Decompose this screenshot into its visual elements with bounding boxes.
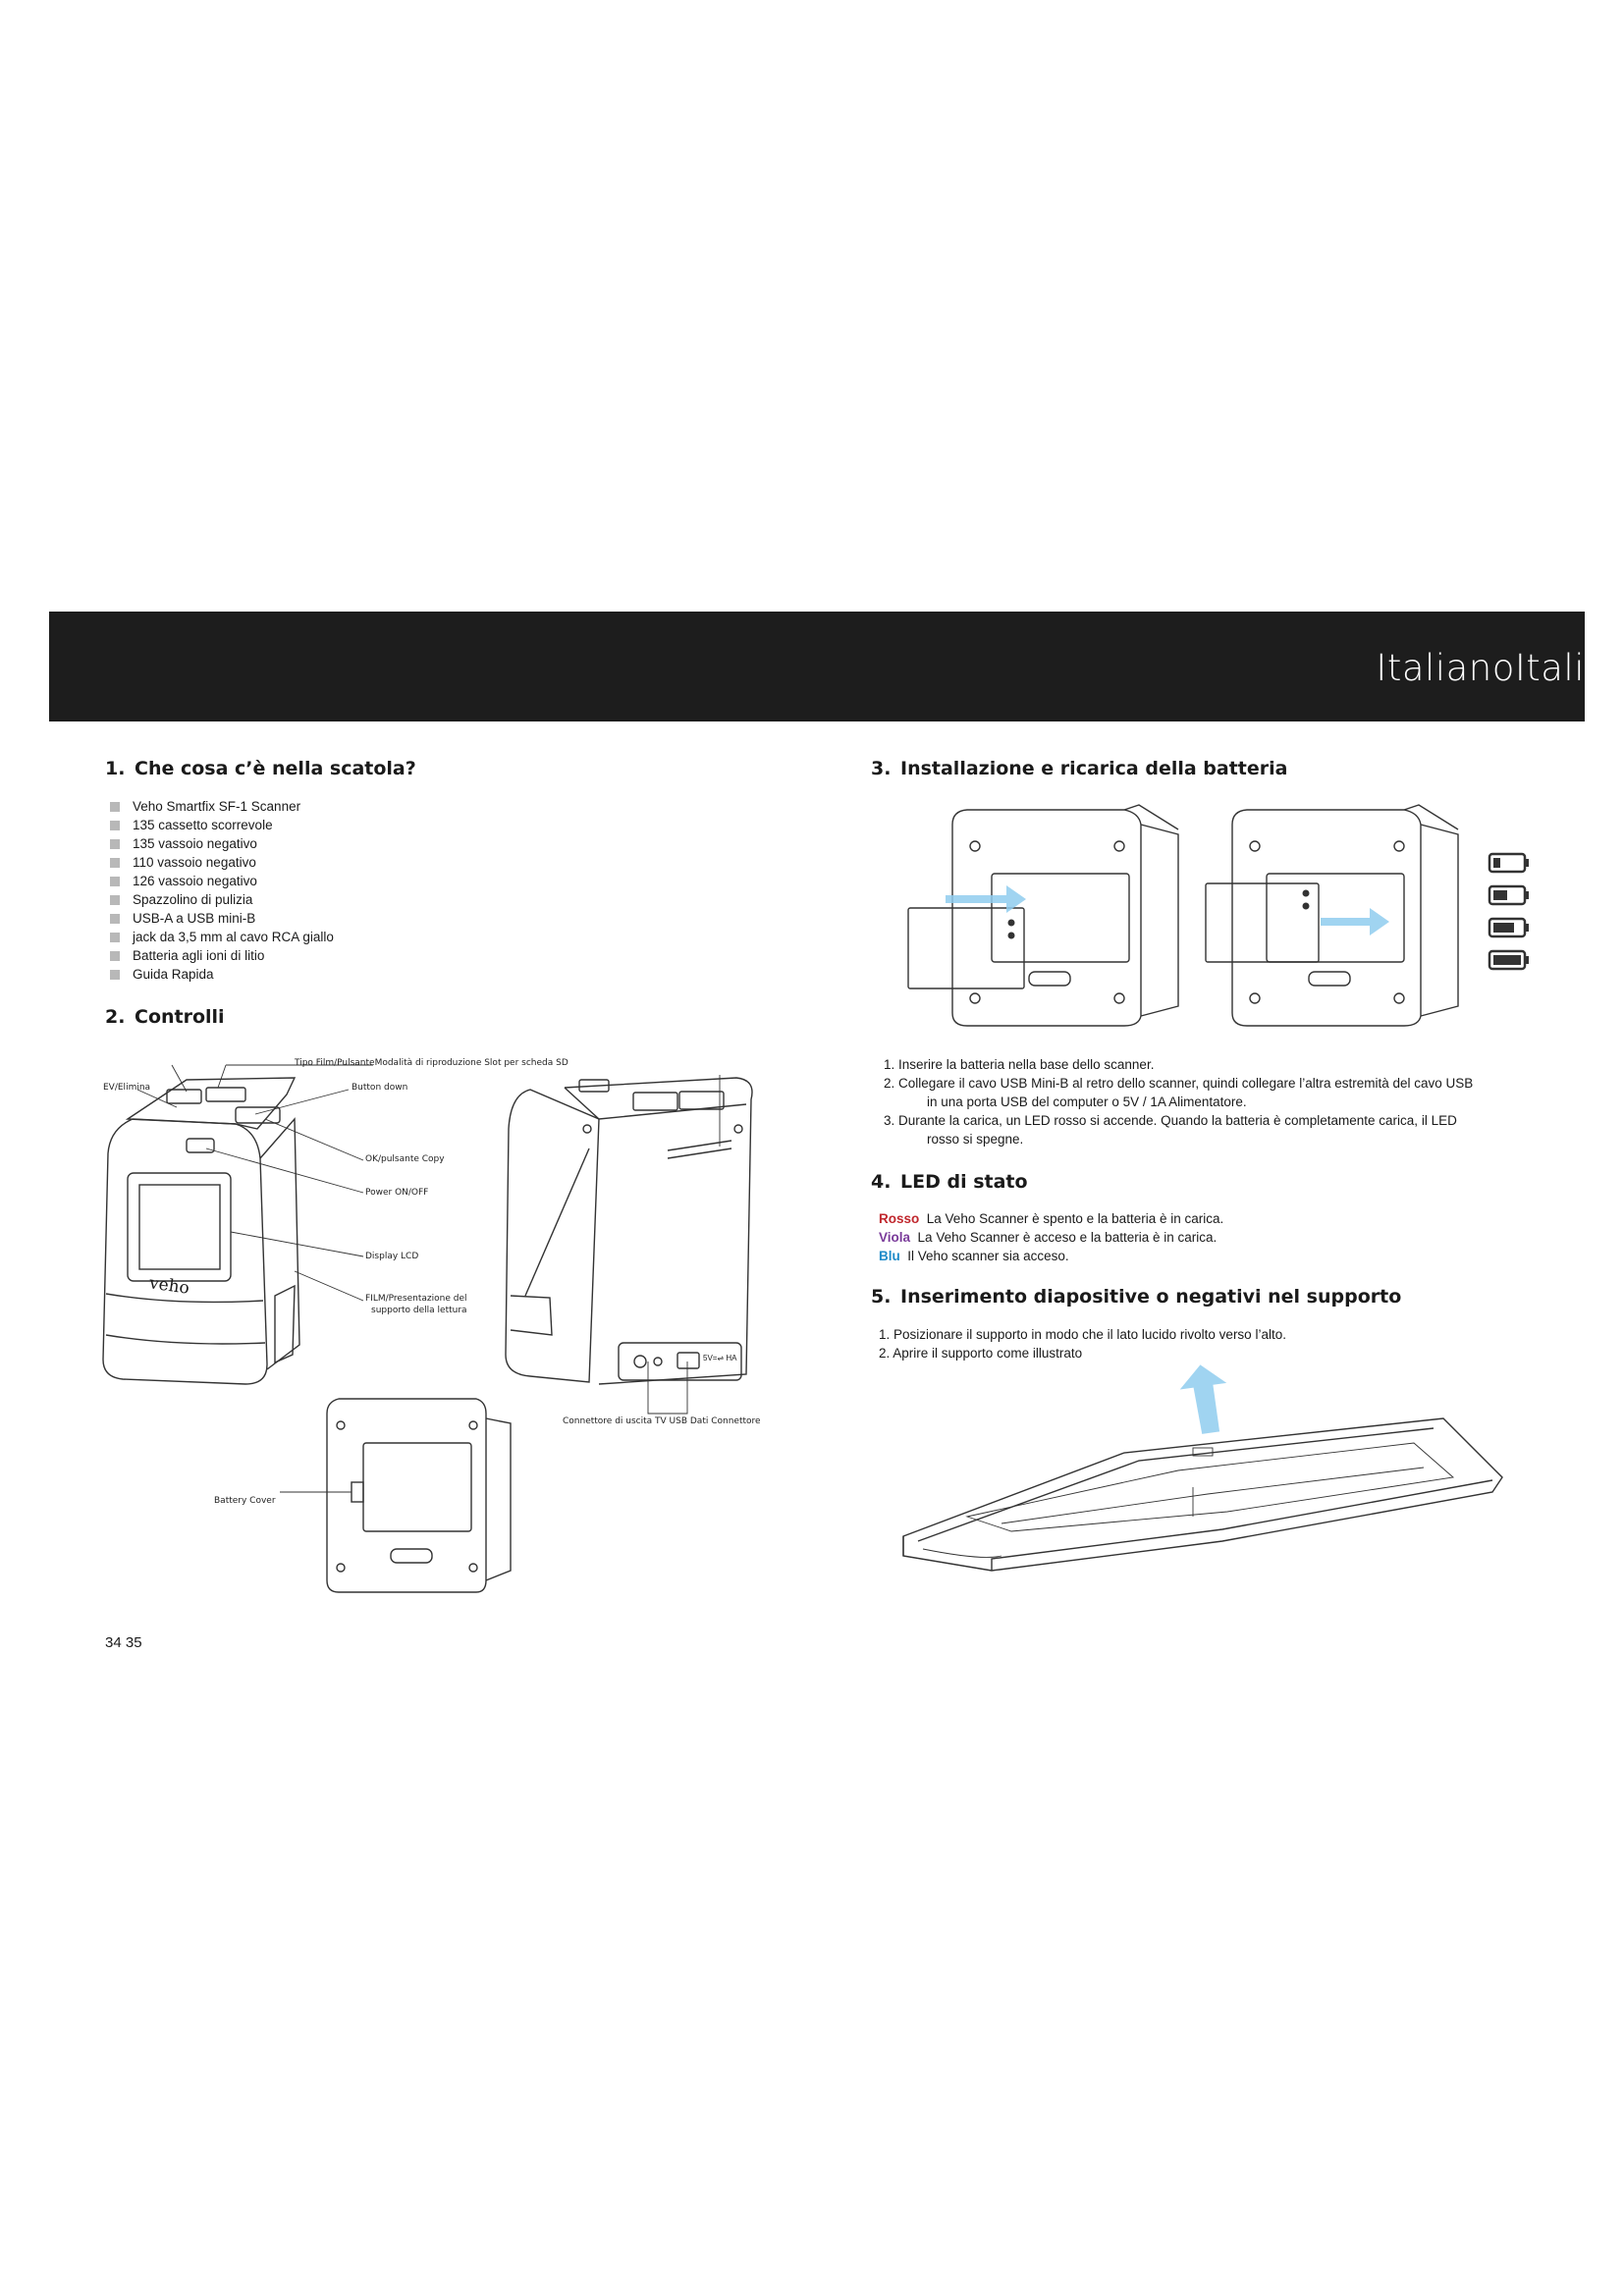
section2-num: 2. [105, 1006, 126, 1028]
led-blue-label: Blu [879, 1249, 900, 1263]
section5-step-2: 2. Aprire il supporto come illustrato [879, 1346, 1083, 1361]
battery-step-number: 2. [884, 1076, 895, 1091]
callout-battery-cover: Battery Cover [214, 1496, 276, 1506]
box-item-text: 135 vassoio negativo [133, 836, 257, 851]
callout-button-down: Button down [352, 1083, 408, 1093]
section4-title: LED di stato [900, 1171, 1028, 1193]
box-item-text: Spazzolino di pulizia [133, 892, 253, 907]
callout-power: Power ON/OFF [365, 1188, 429, 1198]
callout-ok-copy: OK/pulsante Copy [365, 1154, 445, 1164]
callout-film-2: supporto della lettura [371, 1306, 467, 1315]
box-item-text: 135 cassetto scorrevole [133, 818, 273, 832]
callout-film-1: FILM/Presentazione del [365, 1294, 467, 1304]
battery-step-text: Collegare il cavo USB Mini-B al retro dello scanner, quindi collegare l’altra estremità del cavo USB [898, 1076, 1474, 1091]
box-item-text: jack da 3,5 mm al cavo RCA giallo [133, 930, 334, 944]
battery-step-number: 3. [884, 1113, 895, 1128]
callout-connectors: Connettore di uscita TV USB Dati Connettore [563, 1416, 761, 1426]
battery-step-number: 1. [884, 1057, 895, 1072]
film-holder-illustration [903, 1362, 1502, 1571]
page-numbers: 34 35 [105, 1634, 142, 1651]
section1-title: Che cosa c’è nella scatola? [135, 758, 416, 779]
callout-top: Tipo Film/PulsanteModalità di riproduzione Slot per scheda SD [295, 1058, 568, 1068]
section5-num: 5. [871, 1286, 892, 1308]
box-item-text: Batteria agli ioni di litio [133, 948, 265, 963]
section3-title: Installazione e ricarica della batteria [900, 758, 1288, 779]
box-item-text: 126 vassoio negativo [133, 874, 257, 888]
section5-title: Inserimento diapositive o negativi nel supporto [900, 1286, 1402, 1308]
section1-num: 1. [105, 758, 126, 779]
led-blue-text: Il Veho scanner sia acceso. [907, 1249, 1069, 1263]
box-item-text: Guida Rapida [133, 967, 214, 982]
led-violet-text: La Veho Scanner è acceso e la batteria è in carica. [917, 1230, 1218, 1245]
section5-step-1: 1. Posizionare il supporto in modo che il lato lucido rivolto verso l’alto. [879, 1327, 1286, 1342]
section3-num: 3. [871, 758, 892, 779]
battery-step-text: Durante la carica, un LED rosso si accende. Quando la batteria è completamente carica, il LED [898, 1113, 1457, 1128]
battery-step-continuation: in una porta USB del computer o 5V / 1A Alimentatore. [927, 1095, 1247, 1109]
section4-num: 4. [871, 1171, 892, 1193]
port-label: 5V=⇌ HA [703, 1354, 737, 1362]
led-violet-label: Viola [879, 1230, 911, 1245]
led-red-text: La Veho Scanner è spento e la batteria è in carica. [926, 1211, 1224, 1226]
language-title: ItalianoItali [1376, 647, 1585, 689]
battery-step-text: Inserire la batteria nella base dello scanner. [898, 1057, 1155, 1072]
box-item-text: 110 vassoio negativo [133, 855, 256, 870]
section2-title: Controlli [135, 1006, 225, 1028]
battery-step-continuation: rosso si spegne. [927, 1132, 1024, 1147]
callout-ev: EV/Elimina [103, 1083, 151, 1093]
box-item-text: Veho Smartfix SF-1 Scanner [133, 799, 301, 814]
box-item-text: USB-A a USB mini-B [133, 911, 256, 926]
veho-brand-logo: veho [147, 1273, 191, 1299]
callout-display: Display LCD [365, 1252, 419, 1261]
led-red-label: Rosso [879, 1211, 920, 1226]
